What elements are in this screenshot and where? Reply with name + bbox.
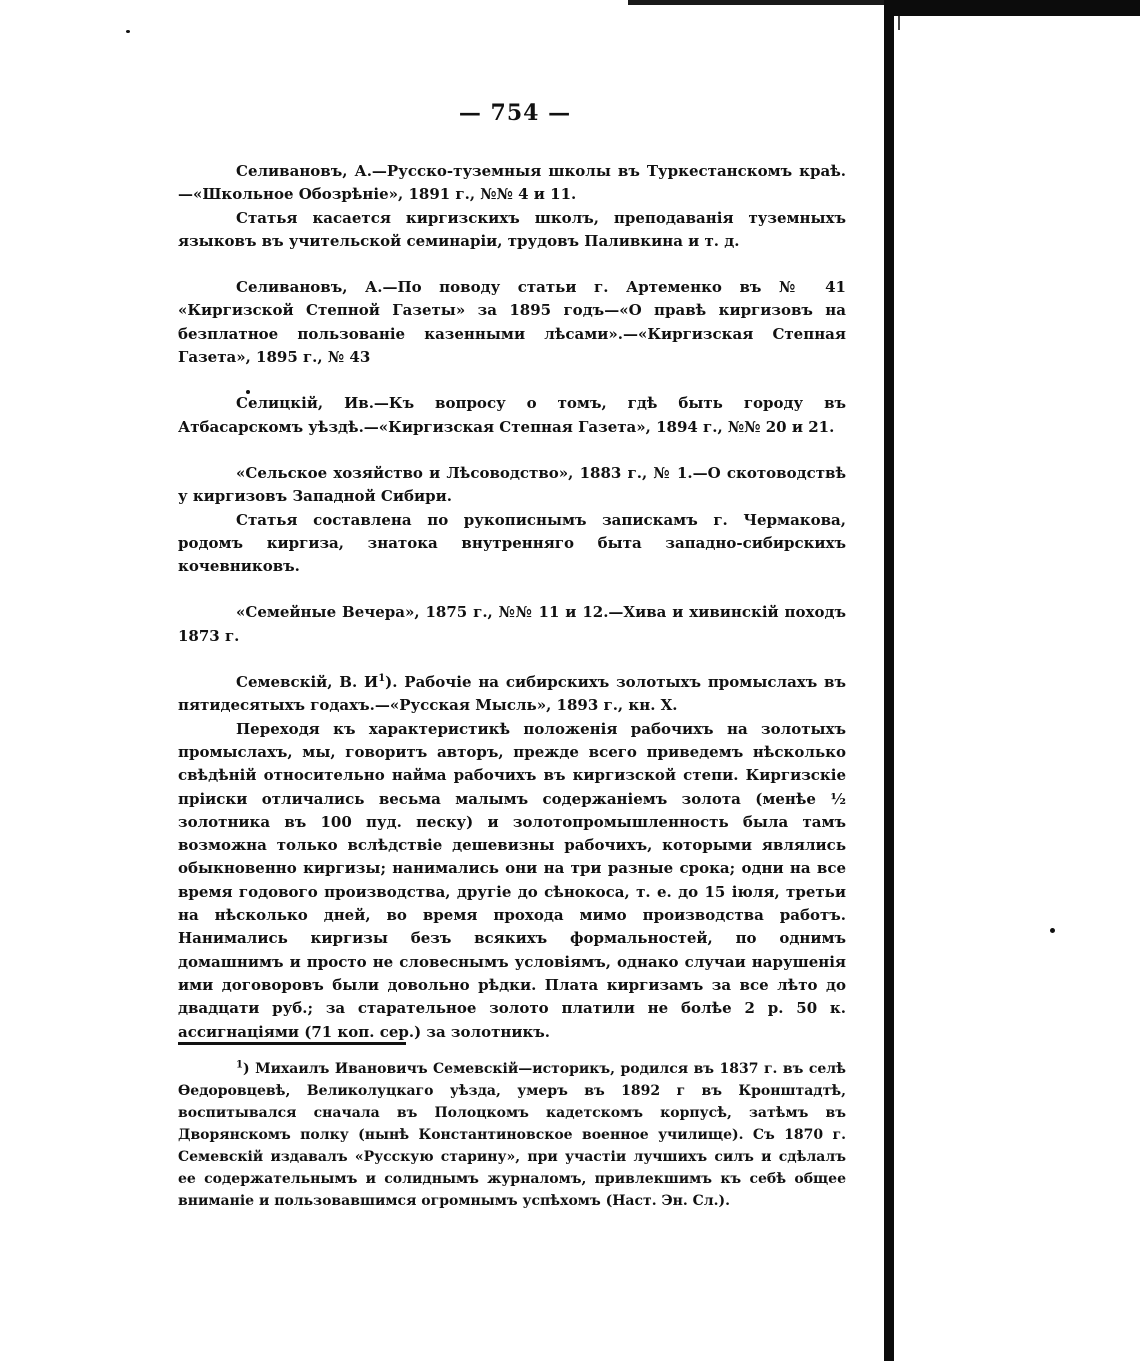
footnote-text: ) Михаилъ Ивановичъ Семевскій—историкъ, родился въ 1837 г. въ селѣ Ѳедоровцевѣ, Великолуцкаго уѣзда, умеръ въ 1892 г въ Кронштадтѣ, воспитывался сначала въ Полоцкомъ кадетскомъ корпусѣ, затѣмъ въ Дворянскомъ полку (нынѣ Константиновское военное училище). Съ 1870 г. Семевскій издавалъ «Русскую старину», при участіи лучшихъ силъ и сдѣлалъ ее содержательнымъ и солиднымъ журналомъ, привлекшимъ къ себѣ общее вниманіе и пользовавшимся огромнымъ успѣхомъ (Наст. Эн. Сл.).: [178, 1061, 846, 1209]
footnote-reference: 1: [378, 673, 386, 685]
entry-citation: Селивановъ, А.—Русско-туземныя школы въ Туркестанскомъ краѣ.—«Школьное Обозрѣніе», 1891 г., №№ 4 и 11.: [178, 162, 846, 204]
footnote: [178, 1058, 846, 1212]
bibliography-entry: [178, 601, 846, 648]
scan-edge-mark: [898, 16, 900, 30]
book-spine-shadow: [884, 0, 894, 1361]
entry-annotation: Статья касается киргизскихъ школъ, преподаванія туземныхъ языковъ въ учительской семинаріи, трудовъ Паливкина и т. д.: [178, 208, 846, 250]
footnote-mark: 1: [236, 1059, 243, 1071]
entry-annotation: Статья составлена по рукописнымъ запискамъ г. Чермакова, родомъ киргиза, знатока внутренняго быта западно-сибирскихъ кочевниковъ.: [178, 510, 846, 576]
scan-speck: [1050, 928, 1055, 933]
entry-citation: [178, 671, 846, 718]
citation-text: ). Рабочіе на сибирскихъ золотыхъ промыслахъ въ пятидесятыхъ годахъ.—«Русская Мысль», 1893 г., кн. X.: [178, 673, 846, 715]
entry-citation: «Сельское хозяйство и Лѣсоводство», 1883 г., № 1.—О скотоводствѣ у киргизовъ Западной Сибири.: [178, 463, 846, 506]
scan-right-margin: [894, 0, 1140, 1361]
bibliography-entry: [178, 392, 846, 439]
footnote-separator: [178, 1042, 406, 1045]
scan-top-dark-edge: [894, 0, 1140, 16]
entry-citation: Селицкій, Ив.—Къ вопросу о томъ, гдѣ быть городу въ Атбасарскомъ уѣздѣ.—«Киргизская Степная Газета», 1894 г., №№ 20 и 21.: [178, 394, 846, 436]
citation-text: Семевскій, В. И: [236, 673, 379, 692]
bibliography-entry: [178, 160, 846, 253]
bibliography-entry: [178, 462, 846, 578]
bibliography-entry: [178, 276, 846, 369]
scan-top-smudge: [628, 0, 884, 5]
bibliography-column: [178, 160, 846, 1044]
bibliography-entry: [178, 671, 846, 1044]
scan-speck: [126, 30, 130, 33]
entry-citation: «Семейные Вечера», 1875 г., №№ 11 и 12.—Хива и хивинскій походъ 1873 г.: [178, 603, 846, 645]
entry-citation: Селивановъ, А.—По поводу статьи г. Артеменко въ № 41 «Киргизской Степной Газеты» за 1895 годъ—«О правѣ киргизовъ на безплатное пользованіе казенными лѣсами».—«Киргизская Степная Газета», 1895 г., № 43: [178, 278, 846, 367]
page-number: — 754 —: [458, 100, 572, 126]
entry-annotation: Переходя къ характеристикѣ положенія рабочихъ на золотыхъ промыслахъ, мы, говоритъ авторъ, прежде всего приведемъ нѣсколько свѣдѣній относительно найма рабочихъ въ киргизской степи. Киргизскіе пріиски отличались весьма малымъ содержаніемъ золота (менѣе ½ золотника въ 100 пуд. песку) и золотопромышленность была тамъ возможна только вслѣдствіе дешевизны рабочихъ, которыми являлись обыкновенно киргизы; нанимались они на три разные срока; одни на все время годового производства, другіе до сѣнокоса, т. е. до 15 іюля, третьи на нѣсколько дней, во время прохода мимо производства работъ. Нанимались киргизы безъ всякихъ формальностей, по однимъ домашнимъ и просто не словеснымъ условіямъ, однако случаи нарушенія ими договоровъ были довольно рѣдки. Плата киргизамъ за все лѣто до двадцати руб.; за старательное золото платили не болѣе 2 р. 50 к. ассигнаціями (71 коп. сер.) за золотникъ.: [178, 719, 846, 1041]
